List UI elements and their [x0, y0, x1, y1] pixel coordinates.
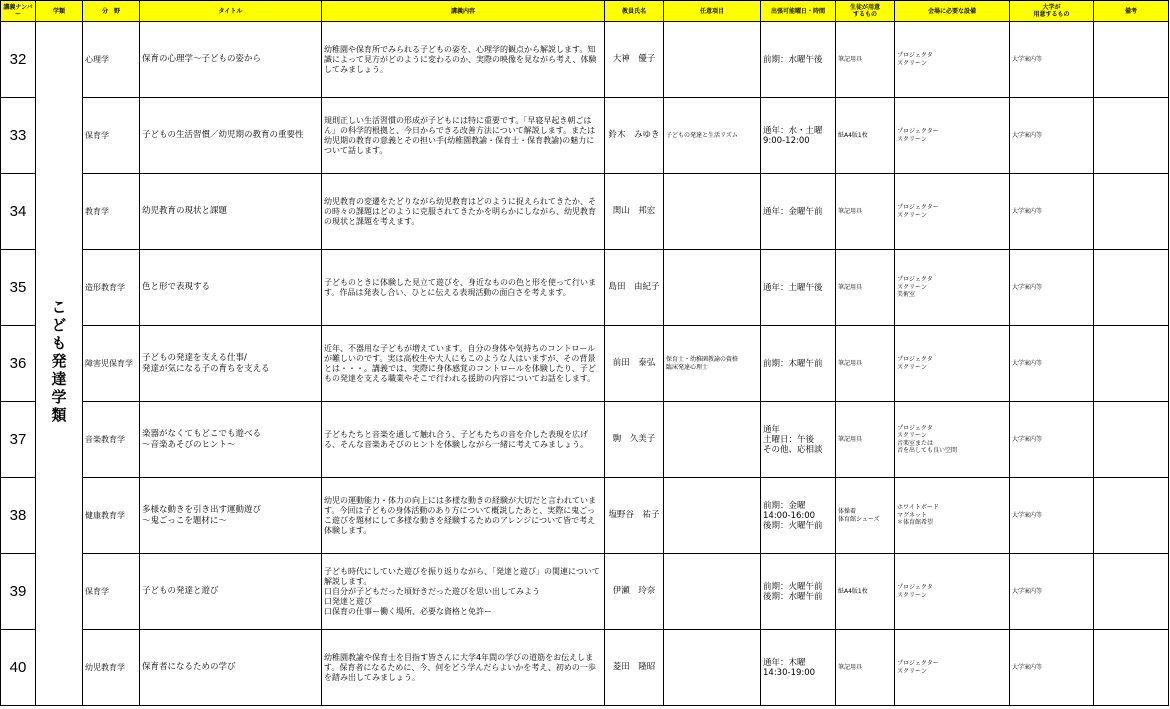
equip-cell	[895, 554, 1010, 630]
row-number-text: 40	[9, 659, 27, 676]
bring-cell	[836, 98, 895, 174]
time-cell-text: 前期：木曜午前	[763, 358, 823, 369]
time-cell-text: 通年：金曜午前	[763, 206, 823, 217]
univ-cell-text: 大学案内等	[1012, 359, 1043, 367]
teacher-cell	[605, 98, 664, 174]
teacher-cell-text: 島田 由紀子	[608, 282, 660, 292]
optional-cell-text: 子どもの発達と生活リズム	[666, 131, 738, 139]
field-cell	[83, 326, 140, 402]
dept-cell	[36, 22, 83, 706]
field-cell	[83, 22, 140, 98]
field-cell	[83, 250, 140, 326]
content-cell	[322, 98, 605, 174]
table-row	[1, 250, 1169, 326]
bring-cell	[836, 402, 895, 478]
time-cell	[761, 98, 836, 174]
time-cell-text: 通年：木曜 14:30-19:00	[763, 657, 816, 678]
teacher-cell	[605, 630, 664, 706]
time-cell	[761, 326, 836, 402]
title-cell	[140, 478, 322, 554]
teacher-cell	[605, 402, 664, 478]
teacher-cell-text: 大神 優子	[612, 54, 656, 64]
note-cell	[1094, 326, 1169, 402]
univ-cell	[1010, 630, 1094, 706]
univ-cell	[1010, 478, 1094, 554]
header-title: タイトル	[140, 1, 322, 22]
field-cell-text: 教育学	[85, 206, 109, 216]
time-cell-text: 前期：火曜午前 後期：水曜午前	[763, 581, 823, 602]
time-cell-text: 前期：金曜 14:00-16:00 後期：火曜午前	[763, 500, 823, 531]
equip-cell	[895, 402, 1010, 478]
title-cell	[140, 174, 322, 250]
equip-cell	[895, 98, 1010, 174]
optional-cell	[664, 250, 761, 326]
header-time: 出張可能曜日・時間	[761, 1, 836, 22]
row-number	[1, 326, 36, 402]
equip-cell-text: プロジェクター スクリーン	[897, 660, 939, 675]
content-cell-text: 子どもたちと音楽を通して触れ合う、子どもたちの音を介した表現を広げる、そんな音楽あそびのヒントを体験しながら一緒に考えてみましょう。	[324, 429, 588, 449]
optional-cell	[664, 22, 761, 98]
header-teacher: 教員氏名	[605, 1, 664, 22]
title-cell-text: 子どもの生活習慣／幼児期の教育の重要性	[142, 130, 304, 140]
title-cell-text: 子どもの発達と遊び	[142, 586, 219, 596]
row-number	[1, 98, 36, 174]
content-cell	[322, 554, 605, 630]
teacher-cell	[605, 250, 664, 326]
content-cell-text: 幼稚園や保育所でみられる子どもの姿を、心理学的観点から解説します。知識によって見方がどのように変わるのか、実際の映像を見ながら考え、体験してみましょう。	[324, 44, 597, 74]
bring-cell	[836, 250, 895, 326]
title-cell	[140, 250, 322, 326]
content-cell-text: 子どものときに体験した見立て遊びを、身近なものの色と形を使って行います。作品は発表し合い、ひとに伝える表現活動の面白さを考えます。	[324, 277, 596, 297]
equip-cell	[895, 478, 1010, 554]
bring-cell-text: 筆記用具	[838, 359, 863, 367]
time-cell	[761, 174, 836, 250]
bring-cell-text: 紙A4版1枚	[838, 131, 868, 139]
title-cell	[140, 98, 322, 174]
content-cell	[322, 478, 605, 554]
title-cell-text: 保育者になるための学び	[142, 662, 236, 672]
optional-cell	[664, 630, 761, 706]
row-number	[1, 174, 36, 250]
time-cell	[761, 630, 836, 706]
teacher-cell	[605, 554, 664, 630]
bring-cell	[836, 478, 895, 554]
row-number-text: 35	[9, 279, 27, 296]
teacher-cell-text: 関山 邦宏	[612, 206, 656, 216]
equip-cell	[895, 630, 1010, 706]
equip-cell-text: プロジェクタ スクリーン 美術室	[897, 276, 933, 299]
bring-cell	[836, 174, 895, 250]
time-cell-text: 前期：水曜午後	[763, 54, 823, 65]
field-cell	[83, 98, 140, 174]
bring-cell-text: 筆記用具	[838, 283, 863, 291]
note-cell	[1094, 98, 1169, 174]
row-number-text: 39	[9, 583, 27, 600]
header-univ: 大学が 用意するもの	[1010, 1, 1094, 22]
field-cell-text: 幼児教育学	[85, 662, 125, 672]
title-cell	[140, 554, 322, 630]
row-number-text: 38	[9, 507, 27, 524]
bring-cell	[836, 326, 895, 402]
univ-cell-text: 大学案内等	[1012, 511, 1043, 519]
equip-cell-text: プロジェクター スクリーン	[897, 204, 939, 219]
optional-cell	[664, 326, 761, 402]
teacher-cell-text: 前田 泰弘	[612, 358, 656, 368]
univ-cell	[1010, 22, 1094, 98]
teacher-cell-text: 塩野谷 祐子	[608, 510, 660, 520]
time-cell	[761, 250, 836, 326]
row-number	[1, 22, 36, 98]
content-cell-text: 幼稚園教諭や保育士を目指す皆さんに大学4年間の学びの道筋をお伝えします。保育者になるために、今、何をどう学んだらよいかを考え、初めの一歩を踏み出してみましょう。	[324, 652, 596, 682]
optional-cell	[664, 554, 761, 630]
optional-cell	[664, 98, 761, 174]
equip-cell-text: ホワイトボード マグネット ＊体育館希望	[897, 504, 939, 527]
univ-cell-text: 大学案内等	[1012, 435, 1043, 443]
field-cell-text: 保育学	[85, 586, 109, 596]
row-number	[1, 478, 36, 554]
title-cell-text: 保育の心理学～子どもの姿から	[142, 54, 262, 64]
table-row	[1, 554, 1169, 630]
header-note: 備考	[1094, 1, 1169, 22]
equip-cell	[895, 250, 1010, 326]
dept-name: こども発達学類	[49, 298, 68, 425]
bring-cell-text: 筆記用具	[838, 207, 863, 215]
table-row	[1, 478, 1169, 554]
teacher-cell	[605, 478, 664, 554]
optional-cell	[664, 402, 761, 478]
header-field: 分 野	[83, 1, 140, 22]
teacher-cell	[605, 326, 664, 402]
field-cell	[83, 630, 140, 706]
title-cell-text: 子どもの発達を支える仕事/ 発達が気になる子の育ちを支える	[142, 352, 270, 374]
title-cell-text: 幼児教育の現状と課題	[142, 206, 228, 216]
teacher-cell	[605, 22, 664, 98]
note-cell	[1094, 630, 1169, 706]
univ-cell-text: 大学案内等	[1012, 131, 1043, 139]
teacher-cell-text: 伊瀬 玲奈	[612, 586, 656, 596]
title-cell	[140, 402, 322, 478]
content-cell-text: 子ども時代にしていた遊びを振り返りながら、「発達と遊び」の関連について解説します。 口自分が子どもだった頃好きだった遊びを思い出してみよう 口発達と遊び 口保育の仕事ー働く場所、必要な資格と免許ー	[324, 566, 600, 616]
field-cell-text: 造形教育学	[85, 282, 125, 292]
table-row	[1, 326, 1169, 402]
table-row	[1, 402, 1169, 478]
table-row	[1, 630, 1169, 706]
univ-cell	[1010, 326, 1094, 402]
row-number	[1, 554, 36, 630]
time-cell	[761, 22, 836, 98]
note-cell	[1094, 250, 1169, 326]
time-cell-text: 通年：土曜午後	[763, 282, 823, 293]
univ-cell	[1010, 402, 1094, 478]
header-row	[1, 1, 1169, 22]
univ-cell	[1010, 554, 1094, 630]
time-cell	[761, 554, 836, 630]
content-cell	[322, 326, 605, 402]
equip-cell	[895, 174, 1010, 250]
title-cell-text: 楽器がなくてもどこでも遊べる ～音楽あそびのヒント～	[142, 428, 262, 450]
time-cell-text: 通年：水・土曜 9:00-12:00	[763, 125, 823, 146]
equip-cell	[895, 326, 1010, 402]
bring-cell-text: 紙A4版1枚	[838, 587, 868, 595]
field-cell-text: 健康教育学	[85, 510, 125, 520]
note-cell	[1094, 174, 1169, 250]
time-cell-text: 通年 土曜日：午後 その他、応相談	[763, 424, 823, 455]
note-cell	[1094, 478, 1169, 554]
table-row	[1, 98, 1169, 174]
time-cell	[761, 402, 836, 478]
table-body	[1, 22, 1169, 706]
field-cell-text: 音楽教育学	[85, 434, 125, 444]
row-number-text: 32	[9, 51, 27, 68]
equip-cell-text: プロジェクタ スクリーン 音楽室または 音を出しても良い空間	[897, 424, 958, 454]
teacher-cell-text: 菱田 隆昭	[612, 662, 656, 672]
row-number-text: 37	[9, 431, 27, 448]
content-cell-text: 幼児の運動能力・体力の向上には多様な動きの経験が大切だと言われています。今回は子どもの身体活動のあり方について概説したあと、実際に鬼ごっこ遊びを題材にして多様な動きを経験するためのアレンジについて皆で考え体験します。	[324, 495, 596, 535]
row-number-text: 36	[9, 355, 27, 372]
table-row	[1, 22, 1169, 98]
row-number	[1, 250, 36, 326]
field-cell	[83, 402, 140, 478]
optional-cell-text: 保育士・幼稚園教諭の資格 臨床発達心理士	[666, 355, 739, 371]
univ-cell-text: 大学案内等	[1012, 55, 1043, 63]
univ-cell	[1010, 98, 1094, 174]
bring-cell	[836, 22, 895, 98]
equip-cell-text: プロジェクター スクリーン	[897, 128, 939, 143]
teacher-cell-text: 鈴木 みゆき	[608, 130, 660, 140]
optional-cell	[664, 174, 761, 250]
content-cell	[322, 174, 605, 250]
content-cell	[322, 402, 605, 478]
univ-cell-text: 大学案内等	[1012, 587, 1043, 595]
title-cell	[140, 326, 322, 402]
note-cell	[1094, 402, 1169, 478]
univ-cell	[1010, 174, 1094, 250]
equip-cell	[895, 22, 1010, 98]
note-cell	[1094, 22, 1169, 98]
teacher-cell	[605, 174, 664, 250]
row-number	[1, 630, 36, 706]
univ-cell-text: 大学案内等	[1012, 207, 1043, 215]
equip-cell-text: プロジェクタ スクリーン	[897, 356, 933, 371]
header-optional: 任意項目	[664, 1, 761, 22]
content-cell-text: 近年、不器用な子どもが増えています。自分の身体や気持ちのコントロールが難しいのです。実は高校生や大人にもこのような人はいますが、その背景とは・・・。講義では、実際に身体感覚のコントロールを体験したり、子どもの発達を支える職業やそこで行われる援助の内容についてお話をします。	[324, 343, 596, 383]
field-cell	[83, 174, 140, 250]
title-cell-text: 色と形で表現する	[142, 282, 211, 292]
field-cell-text: 保育学	[85, 130, 109, 140]
equip-cell-text: プロジェクタ スクリーン	[897, 584, 933, 599]
content-cell-text: 幼児教育の変遷をたどりながら幼児教育はどのように捉えられてきたか、その時々の課題はどのように克服されてきたかを明らかにしながら、幼児教育の現状と課題を考えます。	[324, 196, 596, 226]
field-cell	[83, 478, 140, 554]
title-cell	[140, 22, 322, 98]
equip-cell-text: プロジェクタ スクリーン	[897, 52, 933, 67]
teacher-cell-text: 駒 久美子	[612, 434, 656, 444]
header-content: 講義内容	[322, 1, 605, 22]
bring-cell	[836, 630, 895, 706]
univ-cell-text: 大学案内等	[1012, 663, 1043, 671]
field-cell-text: 心理学	[85, 54, 109, 64]
row-number	[1, 402, 36, 478]
field-cell-text: 障害児保育学	[85, 358, 133, 368]
bring-cell-text: 筆記用具	[838, 55, 863, 63]
header-number: 講義ナンバー	[1, 1, 36, 22]
time-cell	[761, 478, 836, 554]
table-row	[1, 174, 1169, 250]
title-cell-text: 多様な動きを引き出す運動遊び ～鬼ごっこを題材に～	[142, 504, 262, 526]
bring-cell	[836, 554, 895, 630]
content-cell	[322, 250, 605, 326]
optional-cell	[664, 478, 761, 554]
header-bring: 生徒が用意 するもの	[836, 1, 895, 22]
title-cell	[140, 630, 322, 706]
bring-cell-text: 筆記用具	[838, 663, 863, 671]
header-dept: 学類	[36, 1, 83, 22]
content-cell	[322, 630, 605, 706]
univ-cell-text: 大学案内等	[1012, 283, 1043, 291]
content-cell	[322, 22, 605, 98]
univ-cell	[1010, 250, 1094, 326]
row-number-text: 33	[9, 127, 27, 144]
bring-cell-text: 体操着 体育館シューズ	[838, 507, 880, 523]
note-cell	[1094, 554, 1169, 630]
field-cell	[83, 554, 140, 630]
bring-cell-text: 筆記用具	[838, 435, 863, 443]
header-equip: 会場に必要な設備	[895, 1, 1010, 22]
row-number-text: 34	[9, 203, 27, 220]
content-cell-text: 規則正しい生活習慣の形成が子どもには特に重要です。「早寝早起き朝ごはん」の科学的根拠と、今日からできる改善方法について解説します。または幼児期の教育の意義とその担い手(幼稚園教諭・保育士・保育教諭)の魅力について話します。	[324, 115, 596, 155]
